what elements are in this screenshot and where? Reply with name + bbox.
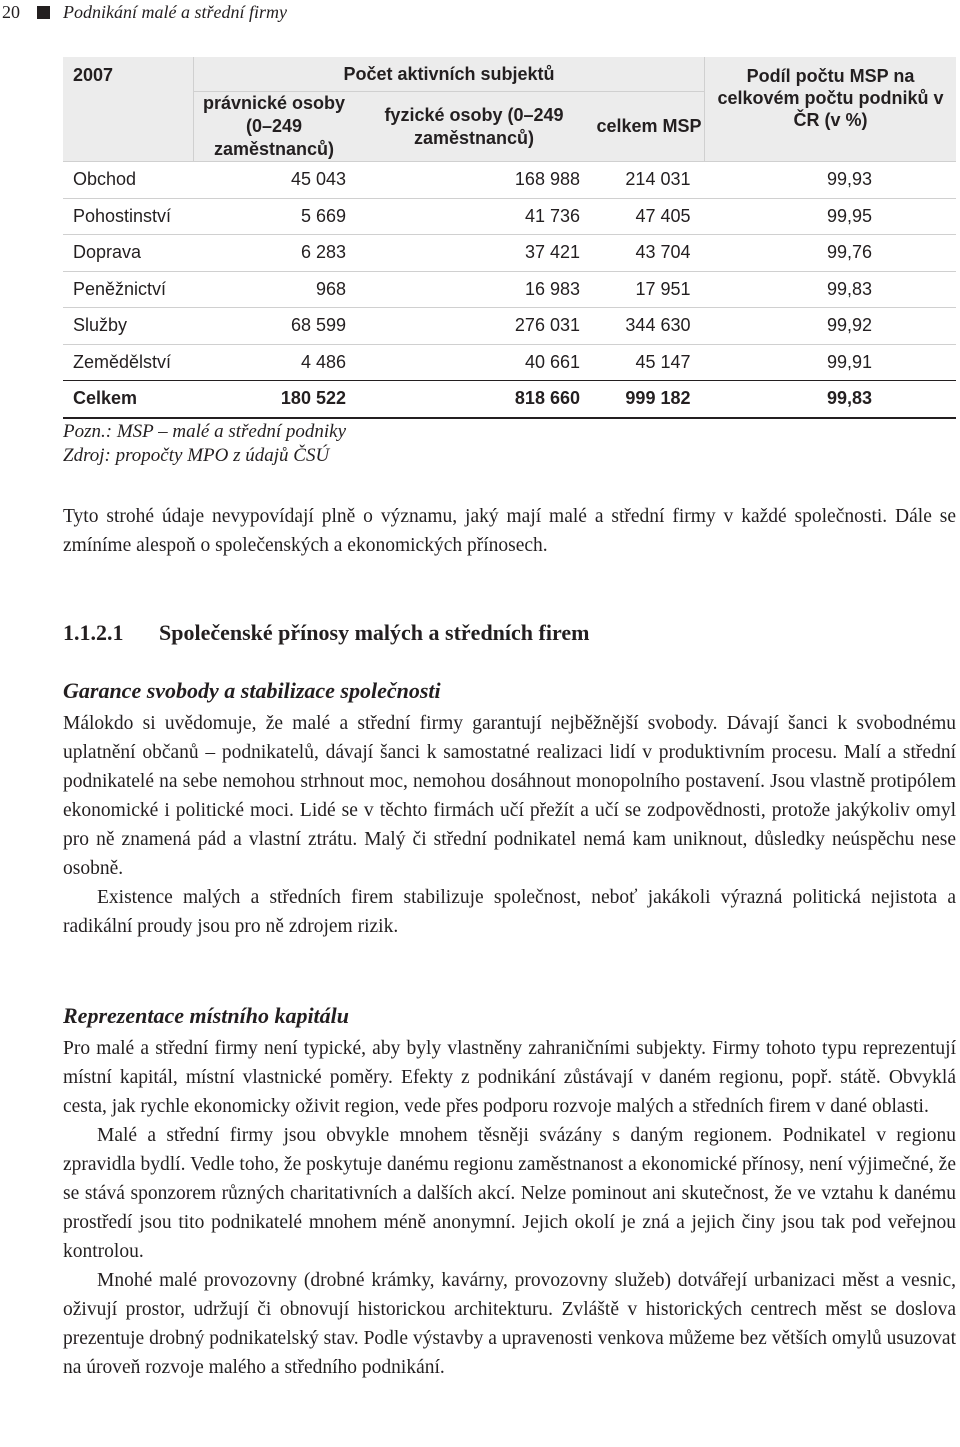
table-col-total-sme: celkem MSP bbox=[594, 92, 705, 162]
table-row bbox=[63, 308, 956, 345]
cell-legal: 5 669 bbox=[194, 198, 355, 235]
cell-total: 47 405 bbox=[594, 198, 705, 235]
running-title: Podnikání malé a střední firmy bbox=[63, 2, 287, 22]
cell-legal: 6 283 bbox=[194, 235, 355, 272]
cell-share: 99,83 bbox=[705, 271, 957, 308]
cell-total: 214 031 bbox=[594, 162, 705, 199]
cell-natural: 37 421 bbox=[354, 235, 594, 272]
cell-legal: 68 599 bbox=[194, 308, 355, 345]
cell-natural: 16 983 bbox=[354, 271, 594, 308]
total-sme: 999 182 bbox=[594, 381, 705, 418]
table-share-header: Podíl počtu MSP na celkovém počtu podniků v ČR (v %) bbox=[705, 57, 957, 162]
intro-text: Tyto strohé údaje nevypovídají plně o významu, jaký mají malé a střední firmy v každé společnosti. Dále se zmíníme alespoň o společenských a ekonomických přínosech. bbox=[63, 506, 956, 556]
total-share: 99,83 bbox=[705, 381, 957, 418]
total-legal: 180 522 bbox=[194, 381, 355, 418]
table-note: Pozn.: MSP – malé a střední podniky bbox=[63, 421, 347, 442]
cell-natural: 276 031 bbox=[354, 308, 594, 345]
table-col-natural-persons: fyzické osoby (0–249 zaměstnanců) bbox=[354, 92, 594, 162]
paragraph: Malé a střední firmy jsou obvykle mnohem těsněji svázány s daným regionem. Podnikatel v regionu zpravidla bydlí. Vedle toho, že poskytuje danému regionu zaměstnanost a ekonomické přínosy, není výjimečné, že se stává sponzorem různých charitativních a dalších akcí. Nelze pominout ani skutečnost, že ve vztahu k danému prostředí jsou tito podnikatelé mnohem méně anonymní. Jejich okolí je zná a jejich činy jsou tak pod veřejnou kontrolou. bbox=[63, 1125, 956, 1262]
cell-total: 344 630 bbox=[594, 308, 705, 345]
cell-legal: 4 486 bbox=[194, 344, 355, 381]
section-number: 1.1.2.1 bbox=[63, 620, 124, 645]
row-label: Doprava bbox=[63, 235, 194, 272]
paragraph: Pro malé a střední firmy není typické, aby byly vlastněny zahraničními subjekty. Firmy tohoto typu reprezentují místní kapitál, místní vlastnické poměry. Efekty z podnikání zůstávají v daném regionu, popř. státě. Obvyklá cesta, jak rychle ekonomicky oživit region, vede přes podporu rozvoje malých a středních firem v dané oblasti. bbox=[63, 1038, 956, 1117]
subsection-heading-1: Garance svobody a stabilizace společnosti bbox=[63, 678, 441, 703]
subsection-heading-2: Reprezentace místního kapitálu bbox=[63, 1003, 350, 1028]
cell-share: 99,91 bbox=[705, 344, 957, 381]
table-row bbox=[63, 235, 956, 272]
paragraph: Existence malých a středních firem stabilizuje společnost, neboť jakákoli výrazná politická nejistota a radikální proudy jsou pro ně zdrojem rizik. bbox=[63, 887, 956, 937]
table-row bbox=[63, 344, 956, 381]
table-row bbox=[63, 162, 956, 199]
page-number: 20 bbox=[2, 2, 20, 22]
cell-natural: 40 661 bbox=[354, 344, 594, 381]
paragraph: Málokdo si uvědomuje, že malé a střední firmy garantují nejběžnější svobody. Dávají šanci k svobodnému uplatnění občanů – podnikatelů, dávají šanci k samostatné realizaci lidí v produktivním procesu. Malí a střední podnikatelé na sebe nemohou strhnout moc, nemohou dosáhnout monopolního postavení. Jsou vlastně protipólem ekonomické i politické moci. Lidé se v těchto firmách učí přežít a učí se zodpovědnosti, protože jakýkoliv omyl pro ně znamená pád a vlastní ztrátu. Malý či střední podnikatel nemá kam uniknout, důsledky neúspěchu nese osobně. bbox=[63, 713, 956, 879]
table-row bbox=[63, 271, 956, 308]
table-total-row bbox=[63, 381, 956, 418]
subsection-body-1 bbox=[63, 709, 956, 941]
cell-share: 99,95 bbox=[705, 198, 957, 235]
cell-total: 17 951 bbox=[594, 271, 705, 308]
cell-natural: 168 988 bbox=[354, 162, 594, 199]
row-label: Zemědělství bbox=[63, 344, 194, 381]
table-row bbox=[63, 198, 956, 235]
running-header bbox=[0, 0, 960, 28]
cell-natural: 41 736 bbox=[354, 198, 594, 235]
cell-share: 99,76 bbox=[705, 235, 957, 272]
intro-paragraph bbox=[63, 502, 956, 560]
statistics-table bbox=[63, 57, 956, 419]
subsection-body-2 bbox=[63, 1034, 956, 1382]
table-source: Zdroj: propočty MPO z údajů ČSÚ bbox=[63, 445, 330, 466]
cell-share: 99,93 bbox=[705, 162, 957, 199]
total-label: Celkem bbox=[63, 381, 194, 418]
table-col-legal-entities: právnické osoby (0–249 zaměstnanců) bbox=[194, 92, 355, 162]
row-label: Peněžnictví bbox=[63, 271, 194, 308]
cell-share: 99,92 bbox=[705, 308, 957, 345]
cell-legal: 968 bbox=[194, 271, 355, 308]
cell-total: 43 704 bbox=[594, 235, 705, 272]
row-label: Obchod bbox=[63, 162, 194, 199]
total-natural: 818 660 bbox=[354, 381, 594, 418]
paragraph: Mnohé malé provozovny (drobné krámky, kavárny, provozovny služeb) dotvářejí urbanizaci měst a vesnic, oživují prostor, udržují či obnovují historickou architekturu. Zvláště v historických centrech měst se doslova prezentuje drobný podnikatelský stav. Podle výstavby a upravenosti venkova můžeme bez větších omylů usuzovat na úroveň rozvoje malého a středního podnikání. bbox=[63, 1270, 956, 1378]
section-heading bbox=[63, 620, 589, 646]
row-label: Služby bbox=[63, 308, 194, 345]
table-year-header: 2007 bbox=[63, 57, 194, 162]
table-group-header: Počet aktivních subjektů bbox=[194, 57, 705, 92]
cell-total: 45 147 bbox=[594, 344, 705, 381]
row-label: Pohostinství bbox=[63, 198, 194, 235]
cell-legal: 45 043 bbox=[194, 162, 355, 199]
section-title: Společenské přínosy malých a středních firem bbox=[159, 620, 590, 645]
header-square-marker bbox=[37, 6, 50, 19]
